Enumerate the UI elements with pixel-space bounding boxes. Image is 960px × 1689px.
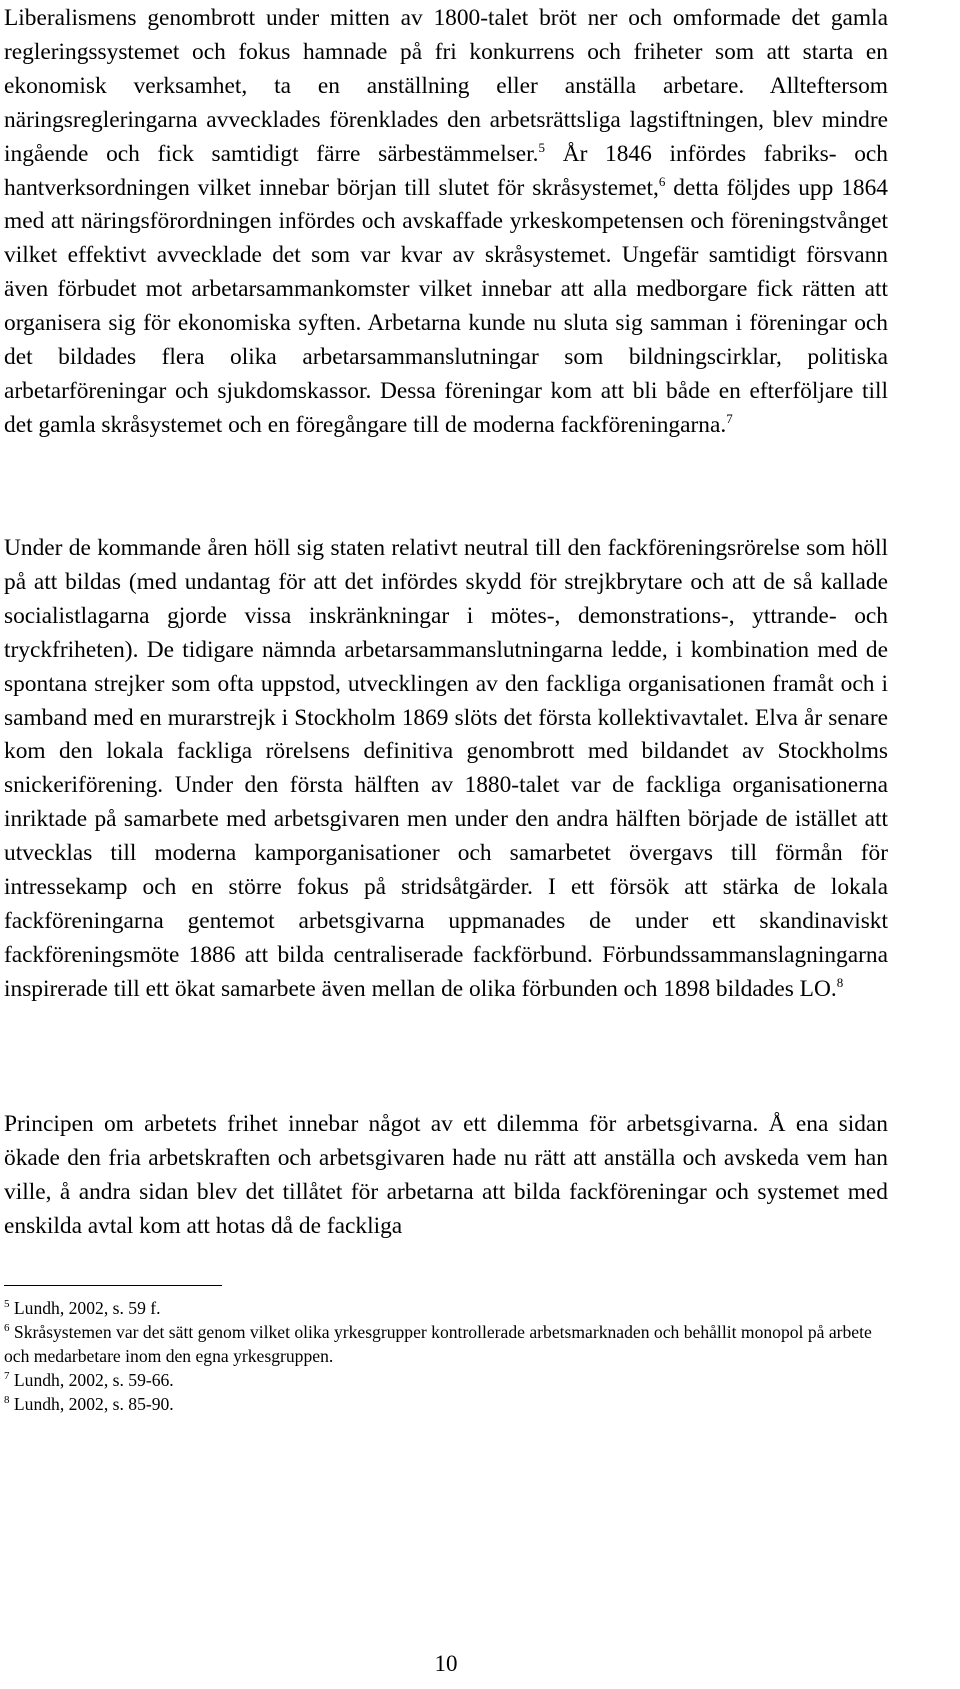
footnote-separator	[4, 1285, 222, 1286]
footnote-text: Lundh, 2002, s. 85-90.	[13, 1393, 174, 1414]
paragraph-text: detta följdes upp 1864 med att näringsförordningen infördes och avskaffade yrkeskompetensen och föreningstvånget vilket effektivt avvecklade det som var kvar av skråsystemet. Ungefär samtidigt försvann även förbudet mot arbetarsammankomster vilket innebar att alla medborgare fick rätten att organisera sig för ekonomiska syften. Arbetarna kunde nu sluta sig samman i föreningar och det bildades flera olika arbetarsammanslutningar som bildningscirklar, politiska arbetarföreningar och sjukdomskassor. Dessa föreningar kom att bli både en efterföljare till det gamla skråsystemet och en föregångare till de moderna fackföreningarna.	[4, 174, 888, 438]
footnote-number: 5	[4, 1298, 10, 1310]
body-paragraph-3	[4, 1108, 888, 1244]
body-paragraph-1	[4, 2, 888, 443]
footnote-7	[4, 1369, 888, 1393]
footnote-number: 6	[4, 1322, 10, 1335]
paragraph-text: Liberalismens genombrott under mitten av 1800-talet bröt ner och omformade det gamla regleringssystemet och fokus hamnade på fri konkurrens och friheter som att starta en ekonomisk verksamhet, ta en anställning eller anställa arbetare. Allteftersom näringsregleringarna avvecklades förenklades den arbetsrättsliga lagstiftningen, blev mindre ingående och fick samtidigt färre särbestämmelser.	[4, 5, 888, 167]
footnote-number: 8	[4, 1393, 10, 1406]
footnote-text: Lundh, 2002, s. 59-66.	[13, 1369, 174, 1390]
body-paragraph-2	[4, 532, 888, 1007]
footnote-text: Skråsystemen var det sätt genom vilket olika yrkesgrupper kontrollerade arbetsmarknaden och behållit monopol på arbete och medarbetare inom den egna yrkesgruppen.	[4, 1322, 872, 1366]
footnote-ref-7: 7	[726, 410, 733, 426]
paragraph-text: År 1846 infördes fabriks- och hantverksordningen vilket innebar början till slutet för skråsystemet,	[4, 140, 888, 201]
footnotes	[4, 1297, 888, 1417]
footnote-number: 7	[4, 1369, 10, 1382]
footnote-6	[4, 1321, 888, 1368]
footnote-ref-6: 6	[658, 173, 666, 189]
footnote-5	[4, 1297, 888, 1321]
paragraph-text: Under de kommande åren höll sig staten relativt neutral till den fackföreningsrörelse som höll på att bildas (med undantag för att det infördes skydd för strejkbrytare och att de så kallade socialistlagarna gjorde vissa inskränkningar i mötes-, demonstrations-, yttrande- och tryckfriheten). De tidigare nämnda arbetarsammanslutningarna ledde, i kombination med de spontana strejker som ofta uppstod, utvecklingen av den fackliga organisationen framåt och i samband med en murarstrejk i Stockholm 1869 slöts det första kollektivavtalet. Elva år senare kom den lokala fackliga rörelsens definitiva genombrott med bildandet av Stockholms snickeriförening. Under den första hälften av 1880-talet var de fackliga organisationerna inriktade på samarbete med arbetsgivaren men under den andra hälften började de istället att utvecklas till moderna kamporganisationer och samarbetet övergavs till förmån för intressekamp och en större fokus på stridsåtgärder. I ett försök att stärka de lokala fackföreningarna gentemot arbetsgivarna uppmanades de under ett skandinaviskt fackföreningsmöte 1886 att bilda centraliserade fackförbund. Förbundssammanslagningarna inspirerade till ett ökat samarbete även mellan de olika förbunden och 1898 bildades LO.	[4, 535, 888, 1002]
footnote-ref-5: 5	[538, 139, 546, 155]
page-number: 10	[434, 1651, 458, 1676]
footnote-ref-8: 8	[836, 974, 844, 990]
footnote-8	[4, 1393, 888, 1417]
footnote-text: Lundh, 2002, s. 59 f.	[13, 1298, 161, 1318]
paragraph-text: Principen om arbetets frihet innebar något av ett dilemma för arbetsgivarna. Å ena sidan ökade den fria arbetskraften och arbetsgivaren hade nu rätt att anställa och avskeda vem han ville, å andra sidan blev det tillåtet för arbetarna att bilda fackföreningar och systemet med enskilda avtal kom att hotas då de fackliga	[4, 1111, 888, 1239]
